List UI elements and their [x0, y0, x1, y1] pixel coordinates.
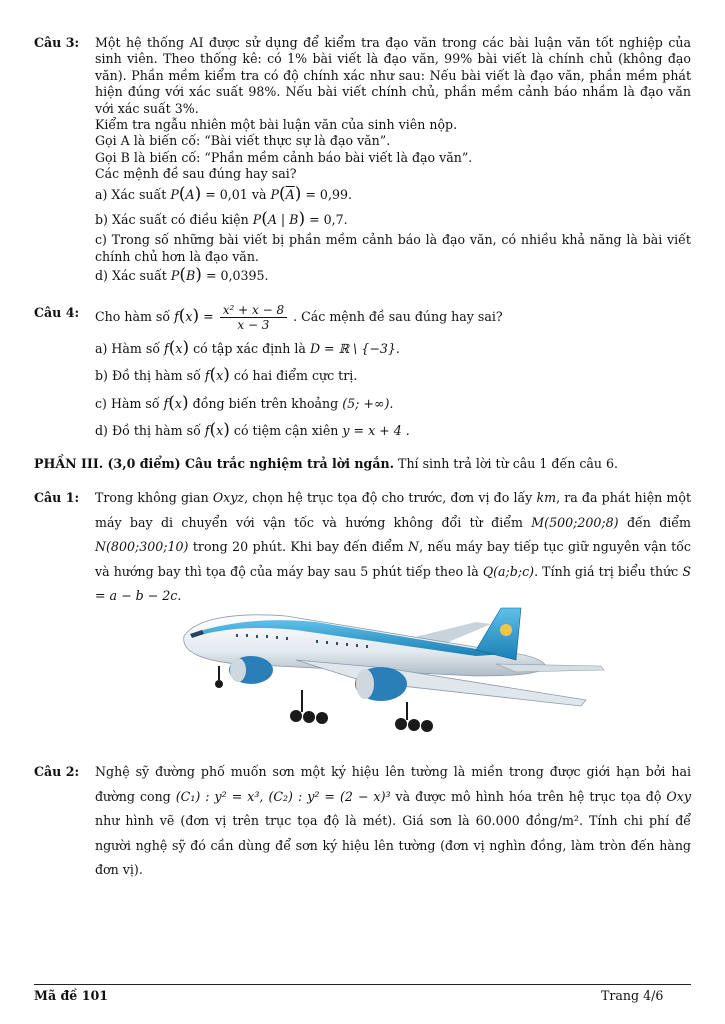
question-4-label: Câu 4: — [34, 305, 80, 320]
question-3-event-a: Gọi A là biến cố: “Bài viết thực sự là đạo văn”. — [95, 133, 391, 149]
exam-code: Mã đề 101 — [34, 988, 108, 1003]
question-3-event-b: Gọi B là biến cố: “Phần mềm cảnh báo bài viết là đạo văn”. — [95, 149, 473, 165]
short-question-1-label: Câu 1: — [34, 490, 80, 505]
question-3-ask: Các mệnh đề sau đúng hay sai? — [95, 166, 297, 182]
question-3-option-b: b) Xác suất có điều kiện P(A | B) = 0,7. — [95, 209, 348, 230]
question-4 — [34, 303, 691, 440]
short-question-2-label: Câu 2: — [34, 764, 80, 779]
question-3-option-c: c) Trong số những bài viết bị phần mềm cảnh báo là đạo văn, có nhiều khả năng là bài viết chính chủ hơn là đạo văn. — [95, 232, 691, 264]
question-4-option-a: a) Hàm số f(x) có tập xác định là D = ℝ \ {−3}. — [95, 338, 400, 358]
horizontal-stabilizer — [496, 664, 604, 672]
airplane-illustration — [176, 604, 606, 744]
question-3-label: Câu 3: — [34, 35, 80, 50]
question-3-option-a: a) Xác suất P(A) = 0,01 và $P(\overline{A}) = 0,99$. — [95, 183, 352, 204]
question-4-option-d: d) Đồ thị hàm số f(x) có tiệm cận xiên y = x + 4 . — [95, 420, 410, 441]
page-number: Trang 4/6 — [601, 988, 664, 1003]
question-3 — [34, 35, 691, 285]
question-3-intro: Một hệ thống AI được sử dụng để kiểm tra đạo văn trong các bài luận văn tốt nghiệp của sinh viên. Theo thống kê: có 1% bài viết là đạo văn, 99% bài viết là chính chủ (không đạo văn). Phần mềm kiểm tra có độ chính xác như sau: Nếu bài viết là đạo văn, phần mềm phát hiện đúng với xác suất 98%. Nếu bài viết chính chủ, phần mềm cảnh báo nhầm là đạo văn với xác suất 3%. — [95, 35, 691, 116]
short-question-2 — [34, 760, 691, 883]
engine-right-intake — [356, 669, 374, 699]
question-3-random: Kiểm tra ngẫu nhiên một bài luận văn của sinh viên nộp. — [95, 117, 458, 133]
engine-left-intake — [230, 658, 246, 682]
short-question-2-text: Nghệ sỹ đường phố muốn sơn một ký hiệu lên tường là miền trong được giới hạn bởi hai đường cong (C₁) : y² = x³, (C₂) : y² = (2 − x)³ và được mô hình hóa trên hệ trục tọa độ Oxy như hình vẽ (đơn vị trên trục tọa độ là mét). Giá sơn là 60.000 đồng/m². Tính chi phí để người nghệ sỹ đó cần dùng để sơn ký hiệu lên tường (đơn vị nghìn đồng, làm tròn đến hàng đơn vị). — [95, 764, 691, 878]
short-question-1-text: Trong không gian Oxyz, chọn hệ trục tọa độ cho trước, đơn vị đo lấy km, ra đa phát hiện một máy bay di chuyển với vận tốc và hướng không đổi từ điểm M(500;200;8) đến điểm N(800;300;10) trong 20 phút. Khi bay đến điểm N, nếu máy bay tiếp tục giữ nguyên vận tốc và hướng bay thì tọa độ của máy bay sau 5 phút tiếp theo là Q(a;b;c). Tính giá trị biểu thức S = a − b − 2c. — [95, 490, 692, 604]
question-3-option-d: d) Xác suất P(B) = 0,0395. — [95, 265, 269, 286]
section-3-heading — [34, 456, 691, 472]
footer-divider — [34, 984, 691, 985]
question-4-stem: Cho hàm số f(x) = $\frac{\text{x² + x − 8}}{x - 3}$ . Các mệnh đề sau đúng hay sai? — [95, 303, 503, 332]
question-4-option-c: c) Hàm số f(x) đồng biến trên khoảng (5; +∞). — [95, 392, 394, 413]
function-fraction: $\frac{\text{x² + x − 8}}{x - 3}$ — [220, 303, 287, 332]
section-3-title: PHẦN III. (3,0 điểm) Câu trắc nghiệm trả lời ngắn. — [34, 456, 395, 471]
section-3-instruction: Thí sinh trả lời từ câu 1 đến câu 6. — [398, 456, 619, 471]
tail-logo — [500, 624, 512, 636]
short-question-1 — [34, 486, 691, 609]
question-4-option-b: b) Đồ thị hàm số f(x) có hai điểm cực trị. — [95, 365, 358, 386]
